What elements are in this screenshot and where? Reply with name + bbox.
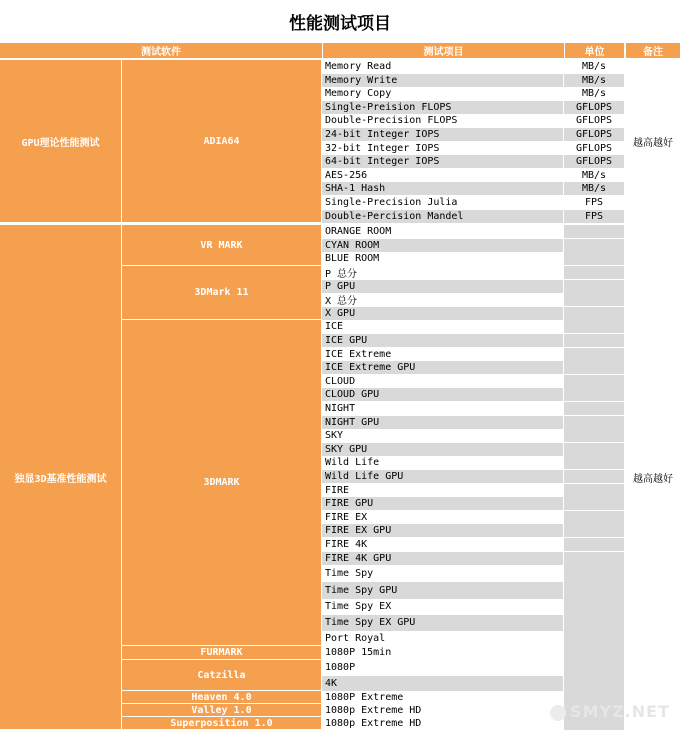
- software-cell: ADIA64: [122, 60, 321, 222]
- table-row: [322, 128, 624, 141]
- watermark-text: SMYZ.NET: [570, 702, 670, 721]
- test-item: Time Spy GPU: [322, 582, 563, 598]
- test-unit: [564, 646, 624, 659]
- table-row: [322, 552, 624, 565]
- test-item: Double-Percision Mandel: [322, 210, 563, 223]
- table-row: [322, 429, 624, 442]
- test-unit: GFLOPS: [564, 114, 624, 127]
- test-item: NIGHT GPU: [322, 416, 563, 429]
- test-item: P 总分: [322, 266, 563, 279]
- test-unit: [564, 599, 624, 614]
- test-unit: MB/s: [564, 60, 624, 73]
- test-item: Time Spy EX GPU: [322, 615, 563, 630]
- test-unit: [564, 497, 624, 510]
- watermark-icon: [550, 705, 566, 721]
- table-row: [322, 470, 624, 483]
- test-item: SKY: [322, 429, 563, 442]
- test-item: CYAN ROOM: [322, 239, 563, 252]
- test-item: 1080p Extreme HD: [322, 717, 563, 729]
- test-item: FIRE GPU: [322, 497, 563, 510]
- test-item: 1080P 15min: [322, 646, 563, 659]
- test-unit: [564, 511, 624, 524]
- software-cell: Catzilla: [122, 660, 321, 690]
- table-row: [322, 74, 624, 87]
- table-row: [322, 524, 624, 537]
- table-row: [322, 307, 624, 320]
- test-unit: [564, 565, 624, 581]
- test-unit: [564, 402, 624, 415]
- table-row: [322, 631, 624, 645]
- test-unit: [564, 552, 624, 565]
- test-unit: [564, 280, 624, 293]
- test-item: 1080P: [322, 660, 563, 675]
- table-row: [322, 388, 624, 401]
- page-title: 性能测试项目: [289, 13, 391, 34]
- test-unit: GFLOPS: [564, 155, 624, 168]
- table-row: [322, 320, 624, 333]
- test-item: 64-bit Integer IOPS: [322, 155, 563, 168]
- test-unit: [564, 307, 624, 320]
- test-unit: [564, 239, 624, 252]
- test-item: NIGHT: [322, 402, 563, 415]
- test-item: Time Spy EX: [322, 599, 563, 614]
- software-cell: Valley 1.0: [122, 704, 321, 716]
- test-unit: [564, 524, 624, 537]
- table-row: [322, 456, 624, 469]
- test-unit: [564, 429, 624, 442]
- table-row: [322, 60, 624, 73]
- test-unit: GFLOPS: [564, 128, 624, 141]
- test-item: Memory Write: [322, 74, 563, 87]
- table-row: [322, 210, 624, 223]
- test-unit: [564, 361, 624, 374]
- table-row: [322, 266, 624, 279]
- test-unit: [564, 375, 624, 388]
- test-unit: [564, 388, 624, 401]
- table-row: [322, 169, 624, 182]
- watermark: [550, 702, 670, 721]
- test-unit: [564, 334, 624, 347]
- test-unit: [564, 660, 624, 675]
- header-item: 测试项目: [323, 43, 564, 58]
- table-row: [322, 280, 624, 293]
- test-item: CLOUD: [322, 375, 563, 388]
- table-header: [0, 43, 680, 59]
- table-row: [322, 416, 624, 429]
- test-item: ICE: [322, 320, 563, 333]
- header-unit: 单位: [565, 43, 624, 58]
- test-item: 1080p Extreme HD: [322, 704, 563, 716]
- table-row: [322, 497, 624, 510]
- test-unit: GFLOPS: [564, 101, 624, 114]
- table-row: [322, 239, 624, 252]
- header-software: 测试软件: [0, 43, 322, 58]
- test-table: [0, 60, 680, 727]
- test-unit: [564, 582, 624, 598]
- test-item: ICE Extreme: [322, 348, 563, 361]
- test-item: BLUE ROOM: [322, 252, 563, 265]
- table-row: [322, 348, 624, 361]
- test-item: 32-bit Integer IOPS: [322, 142, 563, 155]
- note-cell: 越高越好: [633, 474, 673, 486]
- note-cell: 越高越好: [633, 138, 673, 150]
- test-item: SKY GPU: [322, 443, 563, 456]
- test-unit: [564, 538, 624, 551]
- test-unit: [564, 484, 624, 497]
- test-unit: [564, 320, 624, 333]
- test-item: ICE Extreme GPU: [322, 361, 563, 374]
- test-item: X GPU: [322, 307, 563, 320]
- table-row: [322, 676, 624, 690]
- software-cell: FURMARK: [122, 646, 321, 659]
- test-item: X 总分: [322, 293, 563, 306]
- table-row: [322, 599, 624, 614]
- test-unit: FPS: [564, 210, 624, 223]
- category-cell: 独显3D基准性能测试: [0, 225, 121, 729]
- test-item: Wild Life: [322, 456, 563, 469]
- test-unit: [564, 631, 624, 645]
- test-item: AES-256: [322, 169, 563, 182]
- category-cell: GPU理论性能测试: [0, 60, 121, 222]
- test-unit: [564, 348, 624, 361]
- table-row: [322, 484, 624, 497]
- table-row: [322, 538, 624, 551]
- table-row: [322, 87, 624, 100]
- test-item: 1080P Extreme: [322, 691, 563, 703]
- test-item: CLOUD GPU: [322, 388, 563, 401]
- table-row: [322, 402, 624, 415]
- test-item: Time Spy: [322, 565, 563, 581]
- table-row: [322, 443, 624, 456]
- test-unit: [564, 225, 624, 238]
- test-item: 24-bit Integer IOPS: [322, 128, 563, 141]
- test-unit: [564, 266, 624, 279]
- table-row: [322, 252, 624, 265]
- table-row: [322, 615, 624, 630]
- test-unit: [564, 443, 624, 456]
- test-unit: MB/s: [564, 182, 624, 195]
- table-row: [322, 334, 624, 347]
- test-item: Double-Precision FLOPS: [322, 114, 563, 127]
- software-cell: Superposition 1.0: [122, 717, 321, 729]
- table-row: [322, 646, 624, 659]
- table-row: [322, 582, 624, 598]
- test-item: Single-Preision FLOPS: [322, 101, 563, 114]
- test-item: FIRE: [322, 484, 563, 497]
- test-unit: MB/s: [564, 74, 624, 87]
- table-row: [322, 142, 624, 155]
- table-row: [322, 660, 624, 675]
- table-row: [322, 511, 624, 524]
- table-row: [322, 182, 624, 195]
- test-item: FIRE EX GPU: [322, 524, 563, 537]
- test-unit: MB/s: [564, 169, 624, 182]
- test-unit: GFLOPS: [564, 142, 624, 155]
- test-item: Memory Copy: [322, 87, 563, 100]
- software-cell: VR MARK: [122, 225, 321, 265]
- test-item: FIRE 4K: [322, 538, 563, 551]
- test-item: SHA-1 Hash: [322, 182, 563, 195]
- test-unit: [564, 470, 624, 483]
- test-item: Single-Precision Julia: [322, 196, 563, 209]
- test-unit: [564, 293, 624, 306]
- table-row: [322, 565, 624, 581]
- table-row: [322, 293, 624, 306]
- test-item: ICE GPU: [322, 334, 563, 347]
- software-cell: 3DMARK: [122, 320, 321, 645]
- software-cell: 3DMark 11: [122, 266, 321, 319]
- test-unit: [564, 456, 624, 469]
- software-cell: Heaven 4.0: [122, 691, 321, 703]
- table-row: [322, 225, 624, 238]
- test-unit: [564, 416, 624, 429]
- table-row: [322, 114, 624, 127]
- header-note: 备注: [626, 43, 680, 58]
- test-item: FIRE EX: [322, 511, 563, 524]
- test-item: Port Royal: [322, 631, 563, 645]
- test-item: P GPU: [322, 280, 563, 293]
- test-item: FIRE 4K GPU: [322, 552, 563, 565]
- table-row: [322, 155, 624, 168]
- test-item: 4K: [322, 676, 563, 690]
- table-row: [322, 196, 624, 209]
- table-row: [322, 361, 624, 374]
- test-unit: [564, 676, 624, 690]
- test-unit: MB/s: [564, 87, 624, 100]
- test-item: ORANGE ROOM: [322, 225, 563, 238]
- test-unit: FPS: [564, 196, 624, 209]
- test-item: Wild Life GPU: [322, 470, 563, 483]
- table-row: [322, 101, 624, 114]
- test-item: Memory Read: [322, 60, 563, 73]
- table-row: [322, 375, 624, 388]
- test-unit: [564, 615, 624, 630]
- test-unit: [564, 252, 624, 265]
